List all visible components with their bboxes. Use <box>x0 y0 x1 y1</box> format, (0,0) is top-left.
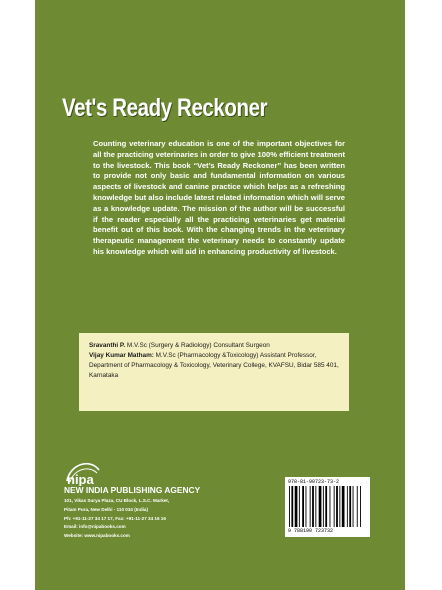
isbn-barcode <box>285 477 370 537</box>
barcode-stripe <box>302 486 304 527</box>
barcode-stripe <box>342 486 345 527</box>
barcode-stripe <box>330 486 331 527</box>
barcode-stripe <box>325 486 327 527</box>
barcode-stripe <box>319 486 322 527</box>
barcode-stripe <box>289 486 290 527</box>
author-box <box>79 333 349 411</box>
barcode-bars <box>289 486 366 527</box>
barcode-stripe <box>291 486 293 527</box>
author-entry <box>89 351 341 381</box>
barcode-stripe <box>310 486 311 527</box>
address-line: Email: info@nipabooks.com <box>64 524 126 530</box>
author-details: M.V.Sc (Pharmacology &Toxicology) Assistant Professor, Department of Pharmacology & Toxicology, Veterinary College, KVAFSU, Bidar 585 401, Karnataka <box>89 352 339 379</box>
barcode-stripe <box>349 486 351 527</box>
barcode-stripe <box>315 486 316 527</box>
publisher-name: NEW INDIA PUBLISHING AGENCY <box>64 485 201 495</box>
address-line: Ph: +91-11-27 34 17 17, Fax: +91-11-27 34 16 16 <box>64 515 166 521</box>
barcode-stripe <box>353 486 354 527</box>
author-entry <box>89 341 341 351</box>
isbn-number: 978-81-90723-73-2 <box>288 479 340 485</box>
barcode-stripe <box>347 486 348 527</box>
barcode-stripe <box>323 486 324 527</box>
barcode-stripe <box>295 486 298 527</box>
address-line: 101, Vikas Surya Plaza, CU Block, L.S.C. Market, <box>64 498 170 503</box>
barcode-stripe <box>339 486 340 527</box>
publisher-logo-text: nipa <box>67 472 94 486</box>
barcode-stripe <box>334 486 335 527</box>
address-line: Website: www.nipabooks.com <box>64 533 130 539</box>
publisher-address <box>64 497 169 541</box>
author-name: Sravanthi P. <box>89 342 126 349</box>
barcode-stripe <box>357 486 358 527</box>
barcode-stripe <box>312 486 314 527</box>
book-description: Counting veterinary education is one of the important objectives for all the practicing veterinaries in order to give 100% efficient treatment to the livestock. This book “Vet’s Ready Reckoner” has been written to provide not only basic and fundamental information on various aspects of livestock and canine practice which helps as a refreshing knowledge but also include latest related information which will serve as a knowledge update. The mission of the author will be successful if the reader especially all the practicing veterinaries get material benefit out of this book. With the changing trends in the veterinary therapeutic management the veterinary needs to constantly update his knowledge which will aid in enhancing productivity of livestock. <box>93 139 345 256</box>
author-details: M.V.Sc (Surgery & Radiology) Consultant Surgeon <box>125 342 270 349</box>
barcode-stripe <box>306 486 307 527</box>
publisher-logo-icon <box>64 460 102 486</box>
address-line: Pitam Pura, New Delhi - 110 034 (India) <box>64 506 148 512</box>
barcode-stripe <box>299 486 300 527</box>
barcode-stripe <box>360 486 361 527</box>
author-name: Vijay Kumar Matham: <box>89 352 154 359</box>
barcode-digits: 9 788190 723732 <box>288 528 334 534</box>
book-title: Vet's Ready Reckoner <box>61 94 268 122</box>
barcode-stripe <box>336 486 338 527</box>
